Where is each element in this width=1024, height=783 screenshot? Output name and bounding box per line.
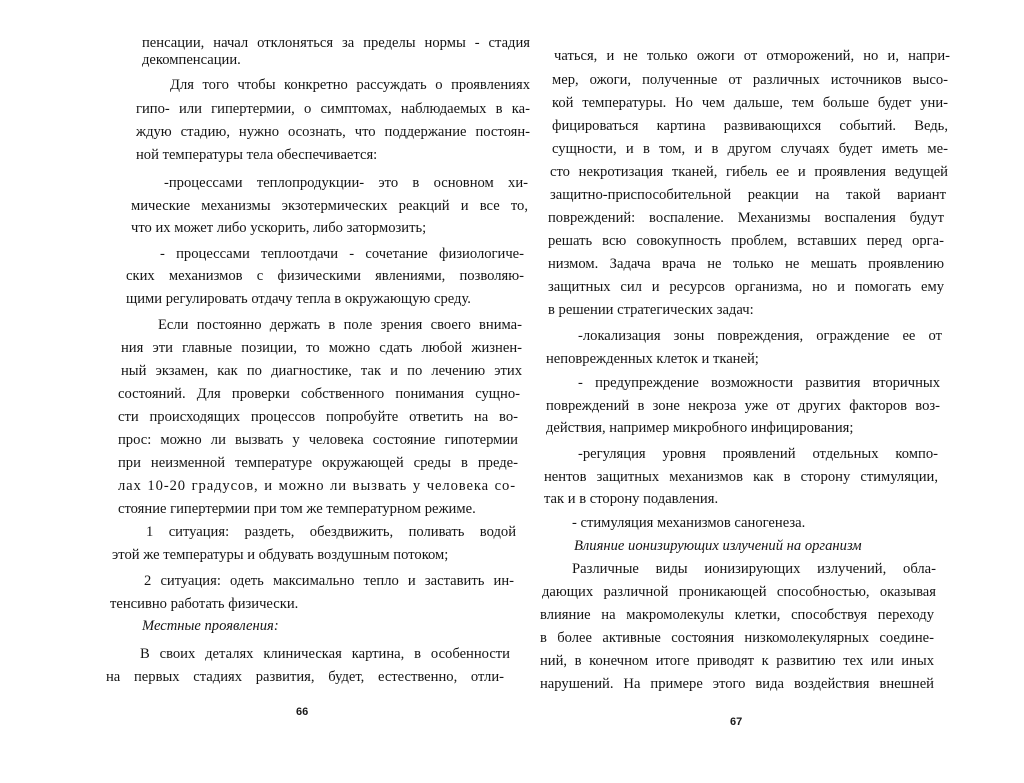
text-line: В своих деталях клиническая картина, в особенности xyxy=(140,646,510,662)
text-line: щими регулировать отдачу тепла в окружающую среду. xyxy=(126,291,471,307)
text-line: ждую стадию, нужно осознать, что поддержание постоян- xyxy=(136,124,530,140)
text-line: ной температуры тела обеспечивается: xyxy=(136,147,378,163)
text-line: - стимуляция механизмов саногенеза. xyxy=(572,515,806,531)
text-line: нарушений. На примере этого вида воздействия внешней xyxy=(540,676,934,692)
text-line: повреждений: воспаление. Механизмы воспаления будут xyxy=(548,210,944,226)
text-line: гипо- или гипертермии, о симптомах, наблюдаемых в ка- xyxy=(136,101,530,117)
page-number-right: 67 xyxy=(730,716,743,728)
text-line: дающих различной проникающей способностью, оказывая xyxy=(542,584,936,600)
section-heading-radiation: Влияние ионизирующих излучений на организм xyxy=(574,538,862,554)
text-line: Если постоянно держать в поле зрения своего внима- xyxy=(158,317,522,333)
text-line: защитных сил и ресурсов организма, но и помогать ему xyxy=(548,279,944,295)
text-line: -процессами теплопродукции- это в основном хи- xyxy=(164,175,528,191)
text-line: стояние гипертермии при том же температурном режиме. xyxy=(118,501,476,517)
text-line: ских механизмов с физическими явлениями, позволяю- xyxy=(126,268,524,284)
text-line: Различные виды ионизирующих излучений, обла- xyxy=(572,561,936,577)
text-line: -локализация зоны повреждения, ограждение ее от xyxy=(578,328,942,344)
text-line: низмом. Задача врача не только не мешать проявлению xyxy=(548,256,944,272)
text-line: ния эти главные позиции, то можно сдать любой жизнен- xyxy=(121,340,522,356)
section-heading-local: Местные проявления: xyxy=(142,618,279,634)
text-line: влияние на макромолекулы клетки, способствуя переходу xyxy=(540,607,934,623)
text-line: при неизменной температуре окружающей среды в преде- xyxy=(118,455,518,471)
text-line: чаться, и не только ожоги от отморожений, но и, напри- xyxy=(554,48,950,64)
text-line: фицироваться картина развивающихся событий. Ведь, xyxy=(552,118,948,134)
text-line: в более активные состояния низкомолекулярных соедине- xyxy=(540,630,934,646)
text-line: нентов защитных механизмов как в сторону стимуляции, xyxy=(544,469,938,485)
text-line: так и в сторону подавления. xyxy=(544,491,719,507)
text-line: - процессами теплоотдачи - сочетание физиологиче- xyxy=(160,246,524,262)
page-number-left: 66 xyxy=(296,706,309,718)
text-line: ный экзамен, как по диагностике, так и по лечению этих xyxy=(121,363,522,379)
text-line: этой же температуры и обдувать воздушным потоком; xyxy=(112,547,449,563)
text-line: ний, в конечном итоге приводят к развитию тех или иных xyxy=(540,653,934,669)
text-line: неповрежденных клеток и тканей; xyxy=(546,351,759,367)
text-line: 1 ситуация: раздеть, обездвижить, поливать водой xyxy=(146,524,516,540)
text-line: сти происходящих процессов попробуйте ответить на во- xyxy=(118,409,518,425)
text-line: решать всю совокупность проблем, вставших перед орга- xyxy=(548,233,944,249)
text-line: действия, например микробного инфицирования; xyxy=(546,420,854,436)
text-line: тенсивно работать физически. xyxy=(110,596,299,612)
text-line: сто некротизация тканей, гибель ее и проявления ведущей xyxy=(550,164,948,180)
text-line: Для того чтобы конкретно рассуждать о проявлениях xyxy=(170,77,530,93)
text-line: защитно-приспособительной реакции на такой вариант xyxy=(550,187,946,203)
text-line: 2 ситуация: одеть максимально тепло и заставить ин- xyxy=(144,573,514,589)
text-line: мические механизмы экзотермических реакций и все то, xyxy=(131,198,528,214)
text-line: мер, ожоги, полученные от различных источников высо- xyxy=(552,72,948,88)
text-line: пенсации, начал отклоняться за пределы нормы - стадия xyxy=(142,35,530,51)
text-line: прос: можно ли вызвать у человека состояние гипотермии xyxy=(118,432,518,448)
text-line: -регуляция уровня проявлений отдельных компо- xyxy=(578,446,938,462)
text-line: состояний. Для проверки собственного понимания сущно- xyxy=(118,386,520,402)
text-line: лах 10-20 градусов, и можно ли вызвать у человека со- xyxy=(118,478,516,494)
text-line: сущности, и в том, и в другом случаях будет иметь ме- xyxy=(552,141,948,157)
text-line: - предупреждение возможности развития вторичных xyxy=(578,375,940,391)
text-line: кой температуры. Но чем дальше, тем больше будет уни- xyxy=(552,95,948,111)
text-line: на первых стадиях развития, будет, естественно, отли- xyxy=(106,669,504,685)
text-line: повреждений в зоне некроза уже от других факторов воз- xyxy=(546,398,940,414)
text-line: что их может либо ускорить, либо затормозить; xyxy=(131,220,427,236)
right-page xyxy=(512,0,1024,783)
text-line: декомпенсации. xyxy=(142,52,241,68)
text-line: в решении стратегических задач: xyxy=(548,302,754,318)
